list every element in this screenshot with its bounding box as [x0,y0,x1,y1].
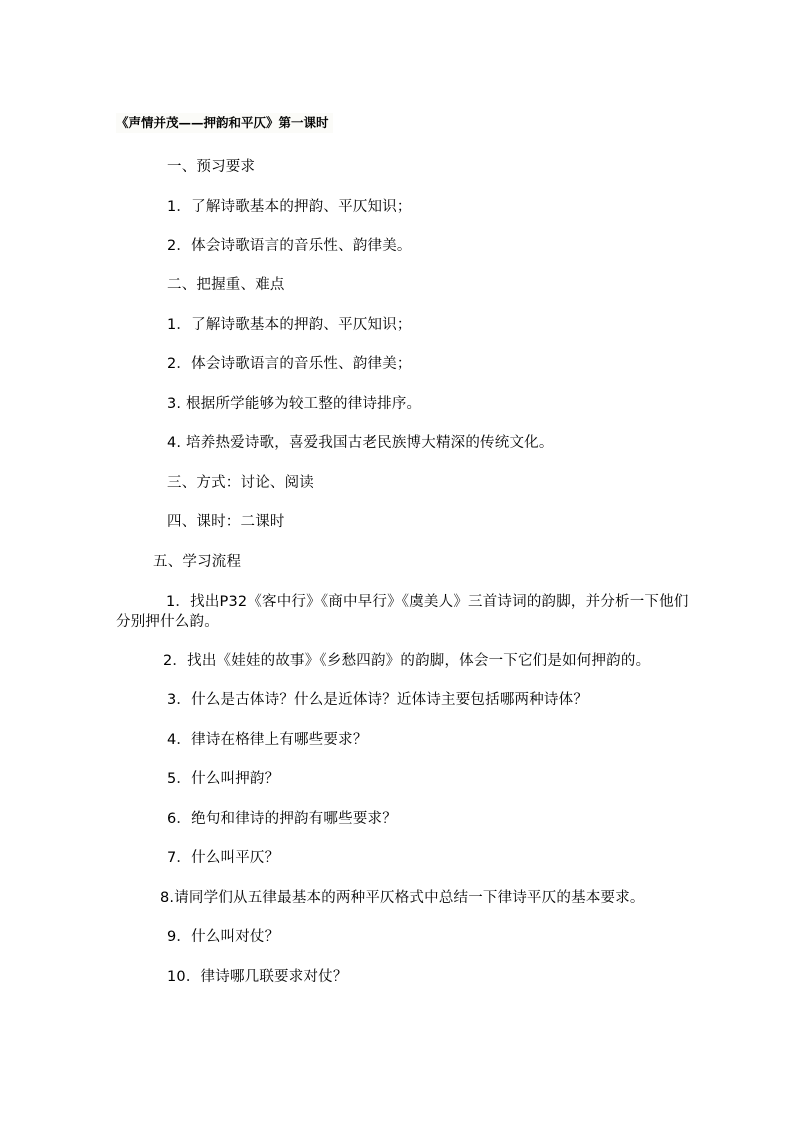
list-item: 1．了解诗歌基本的押韵、平仄知识； [167,317,412,333]
list-item: 10．律诗哪几联要求对仗？ [167,969,348,985]
list-item: 2．体会诗歌语言的音乐性、韵律美。 [167,238,412,254]
list-item: 1．找出P32《客中行》《商中早行》《虞美人》三首诗词的韵脚，并分析一下他们分别押什么韵。 [116,594,689,630]
list-item: 1．了解诗歌基本的押韵、平仄知识； [167,199,412,215]
list-item: 3．什么是古体诗？什么是近体诗？近体诗主要包括哪两种诗体？ [167,692,589,708]
list-item: 8.请同学们从五律最基本的两种平仄格式中总结一下律诗平仄的基本要求。 [160,890,645,906]
list-item: 3. 根据所学能够为较工整的律诗排序。 [167,396,422,412]
list-item: 2．找出《娃娃的故事》《乡愁四韵》的韵脚，体会一下它们是如何押韵的。 [163,653,651,669]
section-heading-process: 五、学习流程 [153,554,242,570]
section-heading-key-points: 二、把握重、难点 [167,277,285,293]
list-item: 6．绝句和律诗的押韵有哪些要求？ [167,811,397,827]
list-item: 9．什么叫对仗？ [167,929,280,945]
list-item: 2．体会诗歌语言的音乐性、韵律美； [167,356,412,372]
section-heading-method: 三、方式：讨论、阅读 [167,475,314,491]
list-item: 7．什么叫平仄？ [167,850,280,866]
list-item: 4. 培养热爱诗歌，喜爱我国古老民族博大精深的传统文化。 [167,435,554,451]
list-item: 4．律诗在格律上有哪些要求？ [167,732,368,748]
document-title: 《声情并茂——押韵和平仄》第一课时 [116,113,333,133]
section-heading-preview: 一、预习要求 [167,159,256,175]
list-item: 5．什么叫押韵？ [167,771,280,787]
section-heading-periods: 四、课时：二课时 [167,514,285,530]
